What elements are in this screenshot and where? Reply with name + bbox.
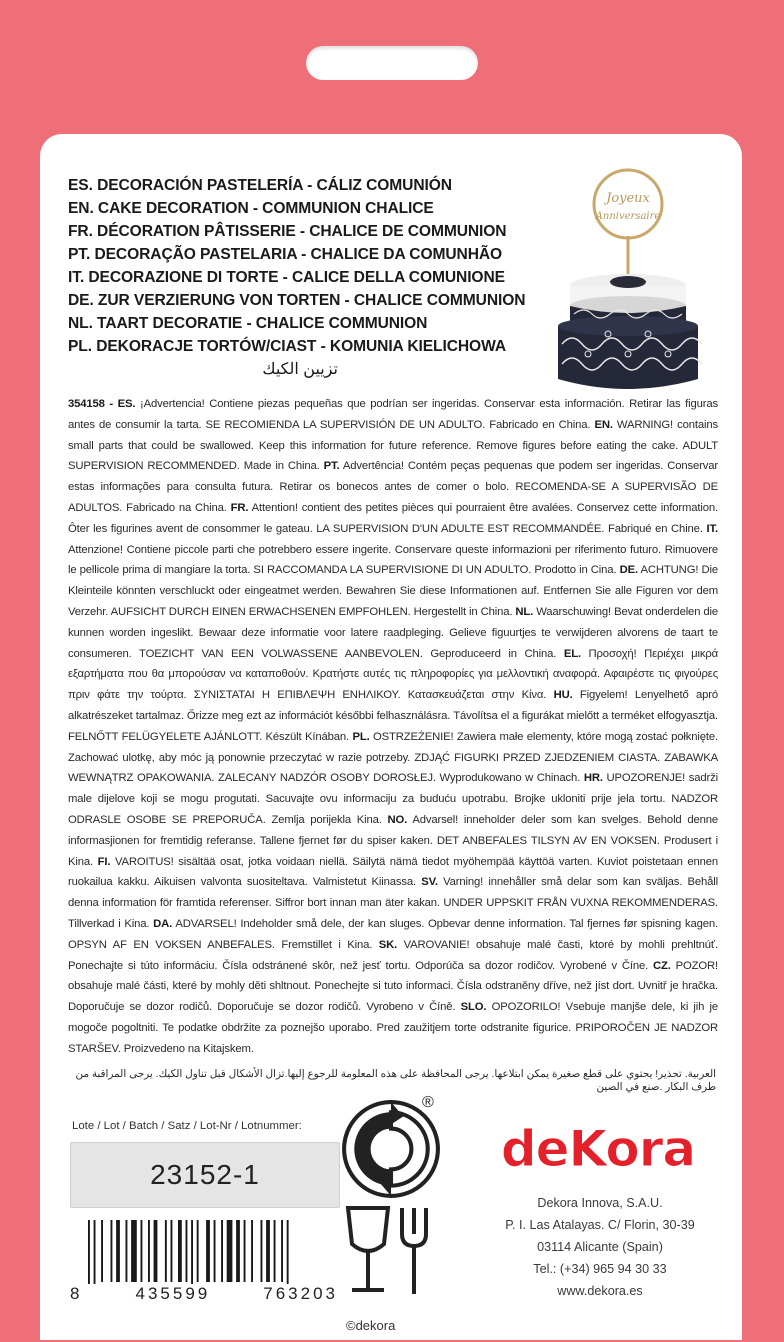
lot-number: 23152-1: [150, 1159, 260, 1190]
warning-lang-text: Advarsel! inneholder deler som kan svelges. Behold denne informasjionen for fremtidig referanse. Tallene fjernet før du spiser kaken. DET ANBEFALES TILSYN AV EN VOKSEN. Produsert i Kina.: [68, 813, 719, 868]
warning-lang-code: DE.: [619, 564, 638, 577]
recycle-green-dot-icon: [340, 1098, 442, 1200]
warning-lang-code: FR.: [230, 501, 249, 514]
barcode-bar: [281, 1220, 283, 1282]
warning-lang-code: HU.: [553, 689, 573, 702]
address-line-web: www.dekora.es: [557, 1284, 643, 1298]
warning-lang-code: EN.: [594, 418, 613, 431]
warning-lang-text: Advertência! Contém peças pequenas que podem ser ingeridas. Conservar estas informações para consulta futura. Retirar os bonecos antes de comer o bolo. RECOMENDA-SE A SUPERVISÃO DE ADULTOS. Fabricado na China.: [68, 460, 718, 514]
warning-lang-code: FI.: [97, 855, 111, 868]
warning-lang-text: WARNING! contains small parts that could be swallowed. Keep this information for future reference. Remove figures before eating the cake. ADULT SUPERVISION RECOMMENDED. Made in China.: [68, 418, 718, 473]
address-line-company: Dekora Innova, S.A.U.: [537, 1196, 663, 1210]
barcode-bar: [261, 1220, 263, 1282]
warning-lang-text: VAROITUS! sisältää osat, jotka voidaan niellä. Säilytä nämä tiedot myöhempää käyttöä varten. Kuviot poistetaan ennen ruokailua kakku. Aikuisen valvonta suositeltava. Valmistetut Kiinassa.: [68, 855, 718, 889]
company-address: [480, 1192, 720, 1302]
barcode-bar: [197, 1220, 199, 1282]
warning-lang-code: NO.: [387, 813, 408, 826]
lot-number-box: [70, 1142, 340, 1208]
warning-lang-text: ADVARSEL! Indeholder små dele, der kan sluges. Opbevar denne information. Tal fjernes før spisning kagen. OPSYN AF EN VOKSEN ANBEFALES. Fremstillet i Kina.: [68, 917, 718, 951]
warning-lang-text: Προσοχή! Περιέχει μικρά εξαρτήματα που θα μπορούσαν να καταποθούν. Κρατήστε αυτές τις πληροφορίες για μελλοντική αναφορά. Αφαιρέστε τις φιγούρες πριν φάτε την τούρτα. ΣΥΝΙΣΤΑΤΑΙ Η ΕΠΙΒΛΕΨΗ ΕΝΗΛΙΚΟΥ. Κατασκευάζεται στην Κίνα.: [68, 647, 718, 702]
barcode-digit-right: 763203: [263, 1284, 338, 1303]
lot-label: Lote / Lot / Batch / Satz / Lot-Nr / Lotnummer:: [72, 1120, 302, 1132]
cake-image: [548, 164, 708, 404]
warning-lang-code: DA.: [153, 917, 173, 930]
barcode-bar: [206, 1220, 210, 1282]
dekora-logo: [478, 1114, 718, 1184]
warning-lang-text: OSTRZEŻENIE! Zawiera małe elementy, które mogą zostać połknięte. Zachować ulotkę, aby móc ją ponownie przeczytać w razie potrzeby. ZDJĄĆ FIGURKI PRZED ZJEDZENIEM CIASTA. ZABAWKA WEWNĄTRZ OPAKOWANIA. ZALECANY NADZÓR OSOBY DOROSŁEJ. Wyprodukowano w Chinach.: [68, 730, 718, 785]
address-line-street: P. I. Las Atalayas. C/ Florin, 30-39: [505, 1218, 695, 1232]
topper-line1: Joyeux: [606, 191, 650, 206]
barcode-digits: [70, 1284, 338, 1304]
topper-line2: Anniversaire: [595, 211, 661, 222]
title-pl: PL. DEKORACJE TORTÓW/CIAST - KOMUNIA KIELICHOWA: [68, 338, 506, 355]
barcode-bar: [244, 1220, 246, 1282]
title-it: IT. DECORAZIONE DI TORTE - CALICE DELLA COMUNIONE: [68, 269, 505, 286]
address-line-phone: Tel.: (+34) 965 94 30 33: [533, 1262, 667, 1276]
barcode-bar: [101, 1220, 103, 1282]
warning-lang-code: IT.: [706, 522, 718, 535]
warning-lang-code: 354158 - ES.: [68, 398, 136, 410]
barcode-bar: [116, 1220, 120, 1282]
warning-lang-text: VAROVANIE! obsahuje malé časti, ktoré by mohli prehltnúť. Ponechajte si túto informáciu. Čísla odstránené skôr, než jesť tortu. Odporúča sa dozor rodičov. Vyrobené v Číne.: [68, 938, 718, 972]
barcode-bar: [154, 1220, 158, 1282]
warning-lang-text: OPOZORILO! Vsebuje manjše dele, ki jih je mogoče pogoltniti. Te podatke obdržite za poznejšo uporabo. Pred zaužitjem torte odstranite figurice. PRIPOROČEN JE NADZOR STARŠEV. Proizvedeno na Kitajskem.: [68, 1001, 718, 1055]
warning-lang-code: SLO.: [460, 1001, 487, 1014]
warning-lang-text: UPOZORENJE! sadrži male dijelove koji se mogu progutati. Sacuvajte ovu informaciju za buduću upotrabu. Brojke ukloniti prije jela tortu. NADZOR ODRASLE OSOBE SE PREPORUČA. Zemlja porijekla Kina.: [68, 772, 719, 826]
barcode-bar: [171, 1220, 173, 1282]
barcode-bar: [165, 1220, 167, 1282]
warning-lang-code: PT.: [323, 460, 340, 473]
address-line-city: 03114 Alicante (Spain): [537, 1240, 663, 1254]
product-titles: [68, 174, 538, 381]
barcode-bar: [227, 1220, 233, 1282]
warning-lang-code: EL.: [563, 647, 581, 660]
barcode-digit-left: 435599: [135, 1284, 211, 1303]
barcode-digit-first: 8: [70, 1284, 83, 1303]
warning-lang-text: Waarschuwing! Bevat onderdelen die kunnen worden ingeslikt. Bewaar deze informatie voor latere raadpleging. Gelieve figuurtjes te verwijderen alvorens de taart te consumeren. TOEZICHT VAN EEN VOLWASSENE AANBEVOLEN. Geproduceerd in China.: [68, 605, 719, 660]
warning-lang-code: SV.: [421, 876, 438, 889]
warning-lang-text: Attention! contient des petites pièces qui pourraient être avalées. Conservez cette information. Ôter les figurines avent de consommer le gateau. LA SUPERVISION D'UN ADULTE EST RECOMMANDÉE. Fabriqué en Chine.: [68, 501, 718, 535]
warning-lang-text: Varning! innehåller små delar som kan sväljas. Behåll denna information för framtida referenser. Siffror bort innan man äter kakan. UNDER UPPSKIT FRÅN VUXNA REKOMMENDERAS. Tillverkad i Kina.: [68, 876, 719, 930]
food-contact-icon: [340, 1204, 450, 1304]
warning-lang-text: Attenzione! Contiene piccole parti che potrebbero essere ingerite. Conservare queste informazioni per riferimento futuro. Rimuovere le pellicole prima di mangiare la torta. SI RACCOMANDA LA SUPERVISIONE DI UN ADULTO. Prodotto in Cina.: [68, 543, 718, 577]
hang-hole: [306, 46, 478, 80]
warning-text: [68, 394, 718, 1060]
warning-lang-text: Figyelem! Lenyelhető apró alkatrészeket tartalmaz. Őrizze meg ezt az információt későbbi felhasználásra. Távolítsa el a figurákat mielőtt a terméket elfogyasztja. FELNŐTT FELÜGYELETE AJÁNLOTT. Készült Kínában.: [68, 689, 718, 743]
warning-lang-code: CZ.: [652, 959, 671, 972]
barcode-bar: [266, 1220, 270, 1282]
barcode-bar: [186, 1220, 188, 1282]
barcode-bar: [131, 1220, 137, 1282]
brand-name: deKora: [500, 1120, 696, 1178]
barcode-bar: [274, 1220, 276, 1282]
package-back-card: [40, 134, 742, 1340]
warning-lang-text: POZOR! obsahuje malé části, které by mohly děti shltnout. Ponechejte si tuto informaci. Čísla odstraněny dříve, než jíst dort. Uvnitř je hračka. Doporučuje se dozor rodičů. Doporučuje se dozor rodičů. Vyrobeno v Číně.: [68, 959, 718, 1014]
title-de: DE. ZUR VERZIERUNG VON TORTEN - CHALICE COMMUNION: [68, 292, 526, 309]
warning-lang-code: SK.: [378, 938, 398, 951]
registered-mark: ®: [422, 1094, 434, 1111]
title-es: ES. DECORACIÓN PASTELERÍA - CÁLIZ COMUNIÓN: [68, 177, 452, 194]
barcode-bar: [178, 1220, 182, 1282]
barcode-bar: [126, 1220, 128, 1282]
barcode-bar: [214, 1220, 216, 1282]
title-pt: PT. DECORAÇÃO PASTELARIA - CHALICE DA COMUNHÃO: [68, 246, 503, 263]
warning-lang-text: ¡Advertencia! Contiene piezas pequeñas que podrían ser ingeridas. Conservar esta información. Retirar las figuras antes de consumir la tarta. SE RECOMIENDA LA SUPERVISIÓN DE UN ADULTO. Fabricado en China.: [68, 398, 718, 431]
arabic-warning: العربية. تحذير! يحتوي على قطع صغيرة يمكن ابتلاعها. يرجى المحافظة على هذه المعلومة للرجوع إليها.تزال الأشكال قبل تناول الكيك. يرجى المراقبة من طرف البكار .صنع في الصين: [75, 1069, 716, 1093]
barcode-bar: [111, 1220, 113, 1282]
title-en: EN. CAKE DECORATION - COMMUNION CHALICE: [68, 200, 434, 217]
copyright: ©dekora: [346, 1318, 396, 1333]
warning-lang-code: HR.: [583, 772, 603, 785]
title-fr: FR. DÉCORATION PÂTISSERIE - CHALICE DE COMMUNION: [68, 223, 507, 240]
warning-lang-code: PL.: [352, 730, 370, 743]
barcode-bar: [141, 1220, 143, 1282]
barcode-bar: [221, 1220, 223, 1282]
title-nl: NL. TAART DECORATIE - CHALICE COMMUNION: [68, 315, 428, 332]
warning-lang-text: ACHTUNG! Die Kleinteile könnten verschluckt oder eingeatmet werden. Bewahren Sie diese Informationen auf. Entfernen Sie alle Figuren vor dem Verzehr. AUFSICHT DURCH EINEN ERWACHSENEN EMPFOHLEN. Hergestellt in China.: [68, 564, 718, 618]
warning-lang-code: NL.: [515, 605, 534, 618]
title-ar: تزيين الكيك: [262, 361, 338, 378]
barcode-bar: [251, 1220, 253, 1282]
barcode-bar: [236, 1220, 240, 1282]
barcode-bar: [148, 1220, 150, 1282]
